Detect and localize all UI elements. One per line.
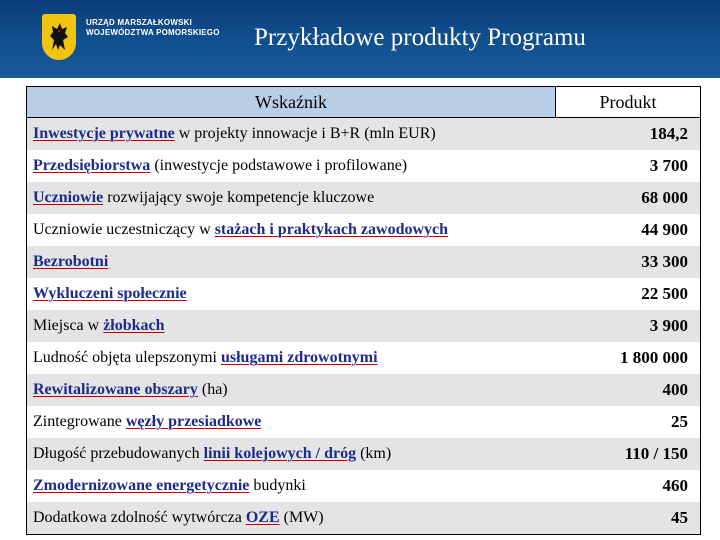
table-body [27, 118, 701, 535]
product-value: 44 900 [556, 214, 701, 246]
indicator-text: Zintegrowane [33, 413, 126, 430]
indicator-text-suffix: (km) [356, 445, 392, 462]
products-table [26, 86, 701, 535]
indicator-text-suffix: (MW) [279, 509, 324, 526]
logo-line-1: URZĄD MARSZAŁKOWSKI [86, 18, 193, 27]
product-value: 3 900 [556, 310, 701, 342]
indicator-highlight: Zmodernizowane energetycznie [33, 477, 250, 494]
indicator-cell [27, 278, 556, 310]
column-header-product: Produkt [556, 87, 701, 118]
table-row [27, 406, 701, 438]
indicator-highlight: Bezrobotni [33, 253, 109, 270]
product-value: 184,2 [556, 118, 701, 151]
indicator-highlight: OZE [245, 509, 280, 526]
table-header-row [27, 87, 701, 118]
product-value: 1 800 000 [556, 342, 701, 374]
indicator-cell [27, 310, 556, 342]
column-header-indicator: Wskaźnik [27, 87, 556, 118]
indicator-text: Uczniowie uczestniczący w [33, 221, 215, 238]
product-value: 22 500 [556, 278, 701, 310]
logo-caption [86, 18, 220, 38]
indicator-cell [27, 438, 556, 470]
product-value: 68 000 [556, 182, 701, 214]
indicator-text-suffix: (ha) [197, 381, 228, 398]
product-value: 25 [556, 406, 701, 438]
indicator-text: Długość przebudowanych [33, 445, 204, 462]
page-title: Przykładowe produkty Programu [254, 24, 586, 51]
indicator-cell [27, 406, 556, 438]
table-row [27, 438, 701, 470]
indicator-highlight: węzły przesiadkowe [125, 413, 262, 430]
table-row [27, 502, 701, 535]
indicator-highlight: linii kolejowych / dróg [203, 445, 357, 462]
indicator-highlight: żłobkach [103, 317, 165, 334]
product-value: 110 / 150 [556, 438, 701, 470]
product-value: 460 [556, 470, 701, 502]
indicator-cell [27, 150, 556, 182]
table-row [27, 214, 701, 246]
table-row [27, 342, 701, 374]
indicator-highlight: Inwestycje prywatne [33, 125, 175, 142]
indicator-cell [27, 182, 556, 214]
indicator-cell [27, 342, 556, 374]
table-row [27, 246, 701, 278]
indicator-highlight: Przedsiębiorstwa [33, 157, 151, 174]
griffin-icon [46, 20, 72, 54]
indicator-cell [27, 374, 556, 406]
table-row [27, 374, 701, 406]
indicator-text-suffix: rozwijający swoje kompetencje kluczowe [103, 189, 375, 206]
table-row [27, 182, 701, 214]
indicator-text-suffix: (inwestycje podstawowe i profilowane) [150, 157, 408, 174]
logo-line-2: WOJEWÓDZTWA POMORSKIEGO [86, 28, 220, 37]
indicator-highlight: Uczniowie [33, 189, 104, 206]
indicator-highlight: stażach i praktykach zawodowych [214, 221, 449, 238]
indicator-cell [27, 118, 556, 151]
indicator-text: Dodatkowa zdolność wytwórcza [33, 509, 246, 526]
table-row [27, 470, 701, 502]
indicator-highlight: Wykluczeni społecznie [33, 285, 187, 302]
product-value: 3 700 [556, 150, 701, 182]
header-bar [0, 0, 720, 78]
table-row [27, 118, 701, 151]
indicator-text: Miejsca w [33, 317, 104, 334]
indicator-cell [27, 470, 556, 502]
griffin-crest-icon [42, 14, 76, 60]
indicator-highlight: usługami zdrowotnymi [220, 349, 378, 366]
indicator-cell [27, 214, 556, 246]
product-value: 400 [556, 374, 701, 406]
table-row [27, 278, 701, 310]
indicator-text-suffix: budynki [249, 477, 306, 494]
table-row [27, 150, 701, 182]
indicator-text-suffix: w projekty innowacje i B+R (mln EUR) [174, 125, 436, 142]
product-value: 45 [556, 502, 701, 535]
indicator-highlight: Rewitalizowane obszary [33, 381, 198, 398]
indicator-cell [27, 502, 556, 535]
indicator-cell [27, 246, 556, 278]
indicator-text: Ludność objęta ulepszonymi [33, 349, 221, 366]
product-value: 33 300 [556, 246, 701, 278]
table-row [27, 310, 701, 342]
